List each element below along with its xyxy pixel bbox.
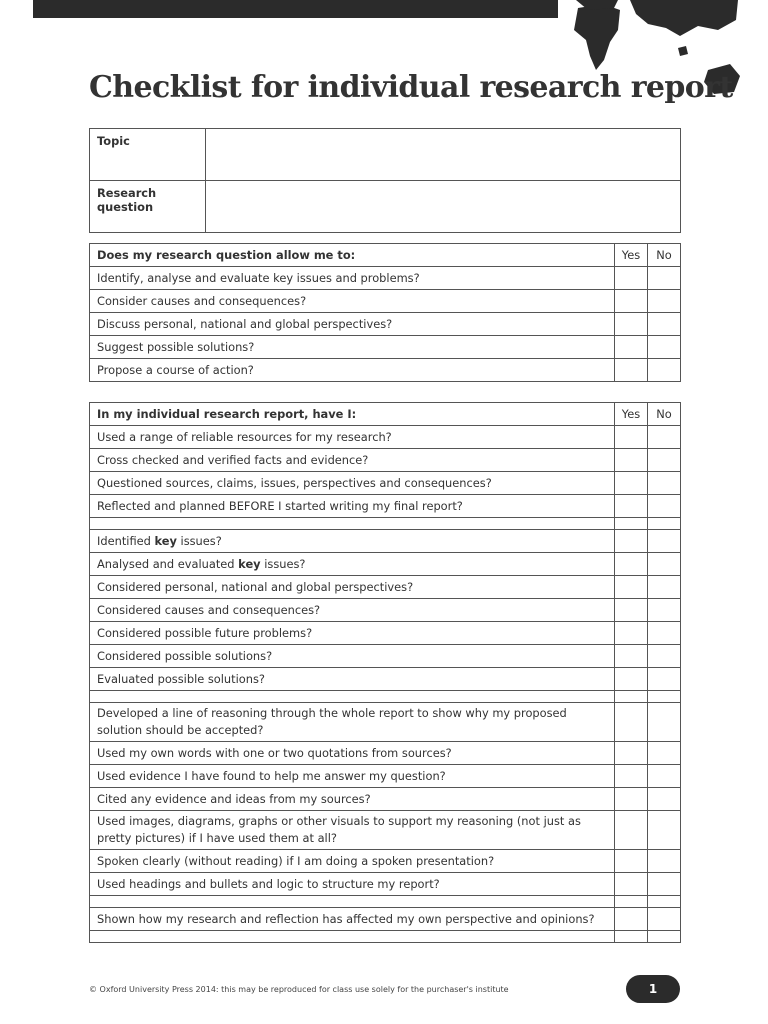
- research-question-field[interactable]: [206, 181, 681, 233]
- no-checkbox[interactable]: [648, 788, 681, 811]
- yes-checkbox[interactable]: [615, 599, 648, 622]
- checklist-item: [90, 530, 615, 553]
- spacer-row: [90, 518, 681, 530]
- spacer-row: [90, 931, 681, 943]
- yes-checkbox[interactable]: [615, 873, 648, 896]
- yes-checkbox[interactable]: [615, 472, 648, 495]
- checklist-item: Used headings and bullets and logic to structure my report?: [90, 873, 615, 896]
- no-checkbox[interactable]: [648, 622, 681, 645]
- no-checkbox[interactable]: [648, 645, 681, 668]
- yes-checkbox[interactable]: [615, 850, 648, 873]
- yes-checkbox[interactable]: [615, 449, 648, 472]
- checklist-item: Shown how my research and reflection has affected my own perspective and opinions?: [90, 908, 615, 931]
- checklist-item: Considered personal, national and global perspectives?: [90, 576, 615, 599]
- research-question-label: Research question: [90, 181, 206, 233]
- yes-checkbox[interactable]: [615, 576, 648, 599]
- table-row: [90, 553, 681, 576]
- table-row: [90, 703, 681, 742]
- yes-checkbox[interactable]: [615, 426, 648, 449]
- no-checkbox[interactable]: [648, 290, 681, 313]
- no-checkbox[interactable]: [648, 850, 681, 873]
- yes-checkbox[interactable]: [615, 645, 648, 668]
- yes-checkbox[interactable]: [615, 495, 648, 518]
- table-row: [90, 811, 681, 850]
- no-checkbox[interactable]: [648, 530, 681, 553]
- table-row: [90, 765, 681, 788]
- map-continent-asia: [630, 0, 738, 36]
- no-checkbox[interactable]: [648, 668, 681, 691]
- yes-checkbox[interactable]: [615, 359, 648, 382]
- checklist-item: [90, 553, 615, 576]
- topic-table: [89, 128, 681, 233]
- yes-checkbox[interactable]: [615, 336, 648, 359]
- header-band: [33, 0, 558, 18]
- checklist-item: Considered possible solutions?: [90, 645, 615, 668]
- yes-checkbox[interactable]: [615, 553, 648, 576]
- no-column-header: No: [648, 403, 681, 426]
- yes-checkbox[interactable]: [615, 313, 648, 336]
- table-row: [90, 313, 681, 336]
- no-checkbox[interactable]: [648, 313, 681, 336]
- checklist-item: Identify, analyse and evaluate key issues and problems?: [90, 267, 615, 290]
- no-checkbox[interactable]: [648, 267, 681, 290]
- checklist-item: Questioned sources, claims, issues, perspectives and consequences?: [90, 472, 615, 495]
- item-text: Identified: [97, 534, 155, 548]
- yes-checkbox[interactable]: [615, 765, 648, 788]
- checklist-item: Used images, diagrams, graphs or other visuals to support my reasoning (not just as pretty pictures) if I have used them at all?: [90, 811, 615, 850]
- page-number-badge: 1: [626, 975, 680, 1003]
- checklist-item: Developed a line of reasoning through the whole report to show why my proposed solution should be accepted?: [90, 703, 615, 742]
- emphasis-text: key: [238, 557, 261, 571]
- checklist-item: Suggest possible solutions?: [90, 336, 615, 359]
- checklist-item: Discuss personal, national and global perspectives?: [90, 313, 615, 336]
- table-row: [90, 622, 681, 645]
- table-row: [90, 850, 681, 873]
- research-question-checklist: [89, 243, 681, 382]
- report-checklist: [89, 402, 681, 943]
- table-row: [90, 873, 681, 896]
- spacer-row: [90, 896, 681, 908]
- no-checkbox[interactable]: [648, 449, 681, 472]
- table-row: [90, 359, 681, 382]
- yes-checkbox[interactable]: [615, 530, 648, 553]
- copyright-footer: © Oxford University Press 2014: this may be reproduced for class use solely for the purchaser's institute: [89, 985, 509, 994]
- checklist-item: Evaluated possible solutions?: [90, 668, 615, 691]
- yes-checkbox[interactable]: [615, 668, 648, 691]
- item-text: Analysed and evaluated: [97, 557, 239, 571]
- no-checkbox[interactable]: [648, 703, 681, 742]
- yes-checkbox[interactable]: [615, 908, 648, 931]
- yes-checkbox[interactable]: [615, 742, 648, 765]
- table-row: [90, 336, 681, 359]
- checklist-item: Cited any evidence and ideas from my sources?: [90, 788, 615, 811]
- yes-checkbox[interactable]: [615, 267, 648, 290]
- checklist-item: Considered causes and consequences?: [90, 599, 615, 622]
- checklist-item: Used my own words with one or two quotations from sources?: [90, 742, 615, 765]
- section2-header: In my individual research report, have I:: [90, 403, 615, 426]
- no-column-header: No: [648, 244, 681, 267]
- table-row: [90, 267, 681, 290]
- emphasis-text: key: [154, 534, 177, 548]
- topic-label: Topic: [90, 129, 206, 181]
- item-text: issues?: [260, 557, 306, 571]
- no-checkbox[interactable]: [648, 359, 681, 382]
- section1-header: Does my research question allow me to:: [90, 244, 615, 267]
- table-row: [90, 645, 681, 668]
- no-checkbox[interactable]: [648, 472, 681, 495]
- yes-checkbox[interactable]: [615, 811, 648, 850]
- no-checkbox[interactable]: [648, 426, 681, 449]
- checklist-item: Considered possible future problems?: [90, 622, 615, 645]
- item-text: issues?: [176, 534, 222, 548]
- no-checkbox[interactable]: [648, 811, 681, 850]
- map-continent-africa: [574, 4, 620, 70]
- table-row: [90, 576, 681, 599]
- table-row: [90, 742, 681, 765]
- no-checkbox[interactable]: [648, 908, 681, 931]
- page-title: Checklist for individual research report: [89, 70, 733, 105]
- no-checkbox[interactable]: [648, 495, 681, 518]
- table-row: [90, 908, 681, 931]
- table-row: [90, 788, 681, 811]
- no-checkbox[interactable]: [648, 336, 681, 359]
- map-island: [678, 46, 688, 56]
- no-checkbox[interactable]: [648, 553, 681, 576]
- table-row: [90, 449, 681, 472]
- spacer-row: [90, 691, 681, 703]
- table-row: [90, 472, 681, 495]
- yes-checkbox[interactable]: [615, 290, 648, 313]
- yes-column-header: Yes: [615, 244, 648, 267]
- checklist-item: Spoken clearly (without reading) if I am doing a spoken presentation?: [90, 850, 615, 873]
- yes-column-header: Yes: [615, 403, 648, 426]
- topic-field[interactable]: [206, 129, 681, 181]
- table-row: [90, 668, 681, 691]
- checklist-item: Used evidence I have found to help me answer my question?: [90, 765, 615, 788]
- table-row: [90, 530, 681, 553]
- table-row: [90, 426, 681, 449]
- no-checkbox[interactable]: [648, 765, 681, 788]
- checklist-item: Consider causes and consequences?: [90, 290, 615, 313]
- checklist-item: Reflected and planned BEFORE I started writing my final report?: [90, 495, 615, 518]
- no-checkbox[interactable]: [648, 742, 681, 765]
- checklist-item: Used a range of reliable resources for my research?: [90, 426, 615, 449]
- no-checkbox[interactable]: [648, 873, 681, 896]
- table-row: [90, 290, 681, 313]
- checklist-item: Propose a course of action?: [90, 359, 615, 382]
- table-row: [90, 495, 681, 518]
- no-checkbox[interactable]: [648, 599, 681, 622]
- no-checkbox[interactable]: [648, 576, 681, 599]
- yes-checkbox[interactable]: [615, 622, 648, 645]
- table-row: [90, 599, 681, 622]
- checklist-item: Cross checked and verified facts and evidence?: [90, 449, 615, 472]
- yes-checkbox[interactable]: [615, 703, 648, 742]
- yes-checkbox[interactable]: [615, 788, 648, 811]
